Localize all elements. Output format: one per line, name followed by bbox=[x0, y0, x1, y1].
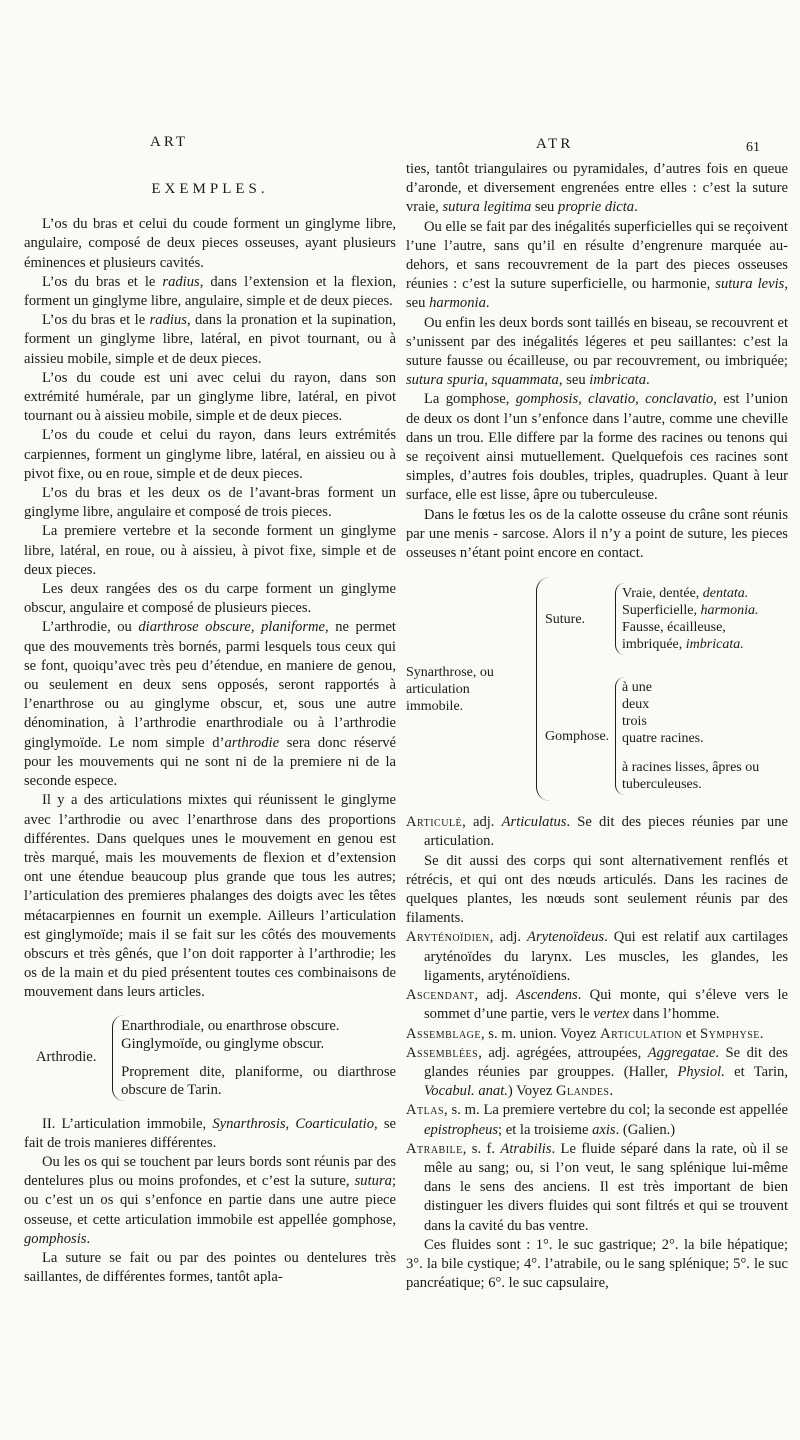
arthrodie-item: Proprement dite, planiforme, ou diarthrose obscure de Tarin. bbox=[121, 1063, 396, 1098]
gomphose-item: trois bbox=[622, 714, 647, 730]
paragraph: Les deux rangées des os du carpe forment un ginglyme obscur, angulaire et composé de plusieurs pieces. bbox=[24, 581, 396, 617]
paragraph: La premiere vertebre et la seconde forment un ginglyme libre, latéral, en roue, ou à aissieu, à pivot fixe, simple et de deux pieces. bbox=[24, 523, 396, 578]
page-number: 61 bbox=[746, 140, 760, 155]
dictionary-entry: Atlas, s. m. La premiere vertebre du col; la seconde est appellée epistropheus; et la troisieme axis. (Galien.) bbox=[406, 1102, 788, 1138]
dictionary-entry: Articulé, adj. Articulatus. Se dit des pieces réunies par une articulation. bbox=[406, 814, 788, 850]
arthrodie-brace bbox=[112, 1015, 396, 1101]
paragraph: Ou enfin les deux bords sont taillés en biseau, se recouvrent et s’unissent par des inégalités légeres et peu saillantes: c’est la suture fausse ou écailleuse, ou par recouvrement, ou imbriquée; sutura spuria, squammata, seu imbricata. bbox=[406, 314, 788, 389]
running-head-right: ATR bbox=[536, 136, 574, 152]
arthrodie-table bbox=[24, 1015, 396, 1101]
gomphose-label: Gomphose. bbox=[545, 728, 610, 744]
suture-item: Superficielle, harmonia. bbox=[622, 603, 759, 619]
gomphose-item: à une bbox=[622, 680, 652, 696]
paragraph: Ou elle se fait par des inégalités superficielles qui se reçoivent l’une l’autre, sans qu’il en résulte d’engrenure marquée au-dehors, et sans recouvrement de la part des pieces osseuses réunies : c’est la suture superficielle, ou harmonie, sutura levis, seu harmonia. bbox=[406, 218, 788, 312]
paragraph: II. L’articulation immobile, Synarthrosis, Coarticulatio, se fait de trois manieres différentes. bbox=[24, 1115, 396, 1151]
paragraph: L’os du bras et le radius, dans la pronation et la supination, forment un ginglyme libre, latéral, en pivot tournant, ou à aissieu mobile, simple et de deux pieces. bbox=[24, 312, 396, 367]
gomphose-row bbox=[545, 677, 772, 795]
paragraph: Ou les os qui se touchent par leurs bords sont réunis par des dentelures plus ou moins profondes, et c’est la suture, sutura; ou c’est un os qui s’enfonce en partie dans une autre piece osseuse, et cette articulation immobile est appellée gomphose, gomphosis. bbox=[24, 1153, 396, 1247]
suture-item: Vraie, dentée, dentata. bbox=[622, 586, 749, 602]
right-column bbox=[406, 160, 788, 1293]
left-column bbox=[24, 140, 396, 1287]
gomphose-brace bbox=[615, 677, 772, 795]
paragraph: Ces fluides sont : 1°. le suc gastrique; 2°. la bile hépatique; 3°. la bile cystique; 4°. l’atrabile, ou le sang splénique; 5°. le suc pancréatique; 6°. le suc capsulaire, bbox=[406, 1236, 788, 1292]
gomphose-item: quatre racines. bbox=[622, 731, 704, 747]
gomphose-item: deux bbox=[622, 697, 650, 713]
paragraph: L’arthrodie, ou diarthrose obscure, planiforme, ne permet que des mouvements très bornés, parmi lesquels tous ceux qui se font, quoiqu’avec très peu d’étendue, en maniere de genou, ou seulement en deux sens opposés, seront rapportés à l’enarthrose ou au ginglyme obscur, et, sous une autre dénomination, à l’arthrodie enarthrodiale ou à l’arthrodie ginglymoïde. Le nom simple d’arthrodie sera donc réservé pour les mouvements qui ne sont ni de la premiere ni de la seconde espece. bbox=[24, 619, 396, 790]
paragraph: L’os du bras et les deux os de l’avant-bras forment un ginglyme libre, angulaire et composé de trois pieces. bbox=[24, 485, 396, 521]
dictionary-entry: Atrabile, s. f. Atrabilis. Le fluide séparé dans la rate, où il se mêle au sang; ou, si l’on veut, le sang splénique lui-même dans le sens des anciens. Il est très important de bien distinguer les divers fluides qui sont filtrés et qui se trouvent dans la cavité du bas ventre. bbox=[406, 1140, 788, 1234]
suture-label: Suture. bbox=[545, 611, 586, 627]
arthrodie-item: Enarthrodiale, ou enarthrose obscure. bbox=[121, 1017, 340, 1034]
synarthrose-table bbox=[406, 577, 788, 801]
suture-row bbox=[545, 583, 772, 655]
paragraph: Se dit aussi des corps qui sont alternativement renflés et rétrécis, et qui ont des nœuds articulés. Dans les racines de quelques plantes, les nœuds sont seulement réunis par des filaments. bbox=[406, 852, 788, 927]
suture-brace bbox=[615, 583, 772, 655]
dictionary-entry: Assemblage, s. m. union. Voyez Articulation et Symphyse. bbox=[406, 1025, 764, 1042]
paragraph: L’os du bras et celui du coude forment un ginglyme libre, angulaire, composé de deux pieces osseuses, ayant plusieurs éminences et plusieurs cavités. bbox=[24, 216, 396, 271]
arthrodie-item: Ginglymoïde, ou ginglyme obscur. bbox=[121, 1035, 325, 1052]
paragraph: L’os du bras et le radius, dans l’extension et la flexion, forment un ginglyme libre, angulaire, simple et de deux pieces. bbox=[24, 273, 396, 310]
synarthrose-label: Synarthrose, ou articulation immobile. bbox=[406, 664, 494, 714]
paragraph: L’os du coude et celui du rayon, dans leurs extrémités carpiennes, forment un ginglyme libre, latéral, en aissieu ou à pivot fixe, ou en roue, simple et de deux pieces. bbox=[24, 427, 396, 482]
dictionary-entry: Aryténoïdien, adj. Arytenoïdeus. Qui est relatif aux cartilages aryténoïdes du larynx. Les muscles, les glandes, les ligaments, aryténoïdiens. bbox=[406, 929, 788, 984]
section-title: EXEMPLES. bbox=[151, 181, 269, 197]
paragraph: ties, tantôt triangulaires ou pyramidales, d’autres fois en queue d’aronde, et diversement engrenées entre elles : c’est la suture vraie, sutura legitima seu proprie dicta. bbox=[406, 161, 788, 216]
paragraph: Il y a des articulations mixtes qui réunissent le ginglyme avec l’arthrodie ou avec l’enarthrose dans des proportions différentes. Dans quelques unes le mouvement en genou est très marqué, mais les mouvements de flexion et d’extension ont une étendue beaucoup plus grande que tous les autres; l’articulation des premieres phalanges des doigts avec les têtes métacarpiennes en fournit un exemple. Ailleurs l’articulation est ginglymoïde; mais il se fait sur les côtés des mouvements obscurs et très gênés, que l’on doit rapporter à l’arthrodie; les os de la main et du pied présentent toutes ces combinaisons de mouvement dans leurs articles. bbox=[24, 792, 396, 1001]
synarthrose-brace bbox=[536, 577, 772, 801]
suture-item: Fausse, écailleuse, imbriquée, imbricata. bbox=[622, 620, 744, 653]
paragraph: La suture se fait ou par des pointes ou dentelures très saillantes, de différentes formes, tantôt apla- bbox=[24, 1249, 396, 1286]
paragraph: L’os du coude est uni avec celui du rayon, dans son extrémité humérale, par un ginglyme libre, latéral, en pivot tournant ou à aissieu mobile, simple et de deux pieces. bbox=[24, 369, 396, 425]
dictionary-entry: Assemblées, adj. agrégées, attroupées, Aggregatae. Se dit des glandes réunies par grouppes. (Haller, Physiol. et Tarin, Vocabul. anat.) Voyez Glandes. bbox=[406, 1044, 788, 1100]
arthrodie-label: Arthrodie. bbox=[36, 1048, 97, 1065]
paragraph: Dans le fœtus les os de la calotte osseuse du crâne sont réunis par une menis - sarcose. Alors il n’y a point de suture, les pieces osseuses n’étant point encore en contact. bbox=[406, 506, 788, 562]
gomphose-item: à racines lisses, âpres ou tuberculeuses. bbox=[622, 760, 760, 793]
dictionary-entry: Ascendant, adj. Ascendens. Qui monte, qui s’éleve vers le sommet d’une partie, vers le vertex dans l’homme. bbox=[406, 987, 788, 1023]
running-head-left: ART bbox=[150, 134, 189, 150]
paragraph: La gomphose, gomphosis, clavatio, conclavatio, est l’union de deux os dont l’un s’enfonce dans l’autre, comme une cheville dans un trou. Elle differe par la forme des racines ou tenons qui se reçoivent ainsi mutuellement. Quelquefois ces racines sont simples, d’autres fois doubles, triples, quadruples. Quant à leur surface, elle est lisse, âpre ou tuberculeuse. bbox=[406, 391, 788, 504]
